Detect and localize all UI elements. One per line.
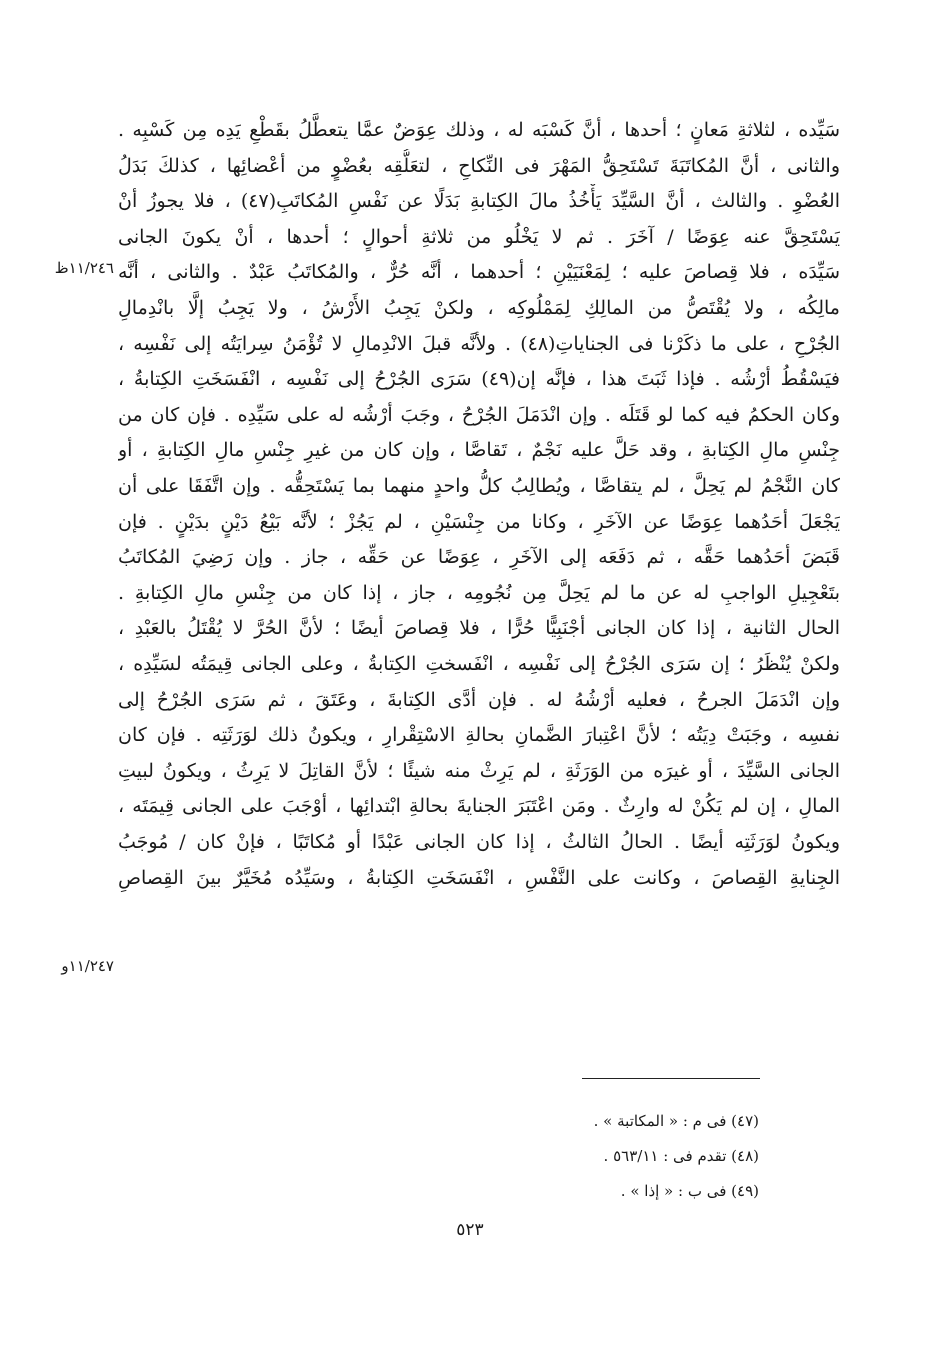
text-line: يَجْعَلَ أحَدُهما عِوَضًا عن الآخَرِ ، وكانا من جِنْسَيْنِ ، لم يَجُزْ ؛ لأنَّه بَيْعُ دَيْنٍ بدَيْنٍ . فإن xyxy=(118,511,840,533)
text-line: يَسْتَحِقَّ عنه عِوَضًا / آخَرَ . ثم لا يَخْلُو من ثلاثةِ أحوالٍ ؛ أحدها ، أنْ يكونَ الجانى xyxy=(118,226,840,248)
text-line: والثانى ، أنَّ المُكاتَبَةَ تَسْتَحِقُّ المَهْرَ فى النِّكاحِ ، لتعَلُّقِه بعُضْوٍ من أعْضائِها ، كذلكَ بَدَلُ xyxy=(118,155,840,177)
text-line: وإن انْدَمَلَ الجرحُ ، فعليه أرْشُهُ له . فإن أدَّى الكِتابةَ ، وعَتَقَ ، ثم سَرَى الجُرْحُ إلى xyxy=(118,689,840,711)
text-line: كان النَّجْمُ لم يَحِلَّ ، لم يتقاصَّا ، ويُطالِبُ كلُّ واحدٍ منهما بما يَسْتَحِقُّه . وإن اتَّفَقَا على أن xyxy=(118,475,840,497)
footnote: (٤٨) تقدم فى : ٥٦٣/١١ . xyxy=(603,1147,759,1165)
text-line: سَيِّده ، لثلاثةِ مَعانٍ ؛ أحدها ، أنَّ كَسْبَه له ، وذلك عِوَضٌ عمَّا يتعطَّلُ بقَطْعِ يَدِه مِن كَسْبِه . xyxy=(118,119,840,141)
page-number: ٥٢٣ xyxy=(456,1220,484,1240)
footnote-separator xyxy=(582,1078,760,1079)
text-line: وكان الحكمُ فيه كما لو قَتَلَه . وإن انْدَمَلَ الجُرْحُ ، وجَبَ أرْشُه له على سَيِّدِه . فإن كان من xyxy=(118,404,840,426)
text-line: نفسِه ، وجَبَتْ دِيَتُه ؛ لأنَّ اعْتِبارَ الضَّمانِ بحالةِ الاسْتِقْرارِ ، ويكونُ ذلك لوَرَثَتِه . فإن كان xyxy=(118,724,840,746)
text-line: العُضْوِ . والثالث ، أنَّ السَّيِّدَ يَأْخُذُ مالَ الكِتابةِ بَدَلًا عن نَفْسِ المُكاتَبِ(٤٧) ، فلا يجوزُ أنْ xyxy=(118,190,840,212)
text-line: الحال الثانية ، إذا كان الجانى أجْنَبِيًّا حُرًّا ، فلا قِصاصَ أيضًا ؛ لأنَّ الحُرَّ لا يُقْتَلُ بالعَبْدِ ، xyxy=(118,617,840,639)
text-line: الجُرْحِ ، على ما ذكَرْنا فى الجناياتِ(٤٨) . ولأنَّه قبلَ الانْدِمالِ لا تُؤْمَنُ سِرايَتُه إلى نَفْسِه ، xyxy=(118,333,840,355)
text-line: بتَعْجِيلِ الواجبِ له عن ما لم يَحِلَّ مِن نُجُومِه ، جاز ، إذا كان من جِنْسِ مالِ الكِتابةِ . xyxy=(118,582,840,604)
text-line: قَبَضَ أحَدُهما حَقَّه ، ثم دَفَعَه إلى الآخَرِ ، عِوَضًا عن حَقِّه ، جاز . وإن رَضِيَ المُكاتَبُ xyxy=(118,546,840,568)
text-line: الجانى السَّيِّدَ ، أو غيرَه من الوَرَثَةِ ، لم يَرِثْ منه شيئًا ؛ لأنَّ القاتِلَ لا يَرِثُ ، ويكونُ لبيتِ xyxy=(118,760,840,782)
footnote: (٤٧) فى م : « المكاتبة » . xyxy=(593,1112,759,1130)
text-line: المالِ ، إن لم يَكُنْ له وارِثٌ . ومَن اعْتَبَرَ الجنايةَ بحالةِ ابْتدائِها ، أوْجَبَ على الجانى قِيمَتَه ، xyxy=(118,795,840,817)
margin-folio-reference: ١١/٢٤٦ظ xyxy=(54,259,114,277)
footnote: (٤٩) فى ب : « إذا » . xyxy=(620,1182,759,1200)
text-line: فيَسْقُطُ أرْشُه . فإذا ثَبَتَ هذا ، فإنَّه إن(٤٩) سَرَى الجُرْحُ إلى نَفْسِه ، انْفَسَخَتِ الكِتابةُ ، xyxy=(118,368,840,390)
text-line: سَيِّدَه ، فلا قِصاصَ عليه ؛ لِمَعْنَيَيْنِ ؛ أحدهما ، أنَّه حُرٌّ ، والمُكاتَبُ عَبْدٌ . والثانى ، أنَّه xyxy=(118,261,840,283)
text-line: جِنْسِ مالِ الكِتابةِ ، وقد حَلَّ عليه نَجْمٌ ، تَقاصَّا ، وإن كان من غيرِ جِنْسِ مالِ الكِتابةِ ، أو xyxy=(118,439,840,461)
text-line: ويكونُ لوَرَثَتِه أيضًا . الحالُ الثالثُ ، إذا كان الجانى عَبْدًا أو مُكاتَبًا ، فإنْ كان / مُوجَبُ xyxy=(118,831,840,853)
text-line: مالِكُه ، ولا يُقْتَصُّ من المالِكِ لِمَمْلُوكِه ، ولكنْ يَجِبُ الأَرْشُ ، ولا يَجِبُ إلَّا بانْدِمالِ xyxy=(118,297,840,319)
margin-folio-reference: ١١/٢٤٧و xyxy=(61,957,114,975)
text-line: الجِنايةِ القِصاصَ ، وكانت على النَّفْسِ ، انْفَسَخَتِ الكِتابةُ ، وسَيِّدُه مُخَيَّرٌ بينَ القِصاصِ xyxy=(118,867,840,889)
text-line: ولكنْ يُنْظَرُ ؛ إن سَرَى الجُرْحُ إلى نَفْسِه ، انْفَسختِ الكِتابةُ ، وعلى الجانى قِيمَتُه لسَيِّدِه ، xyxy=(118,653,840,675)
